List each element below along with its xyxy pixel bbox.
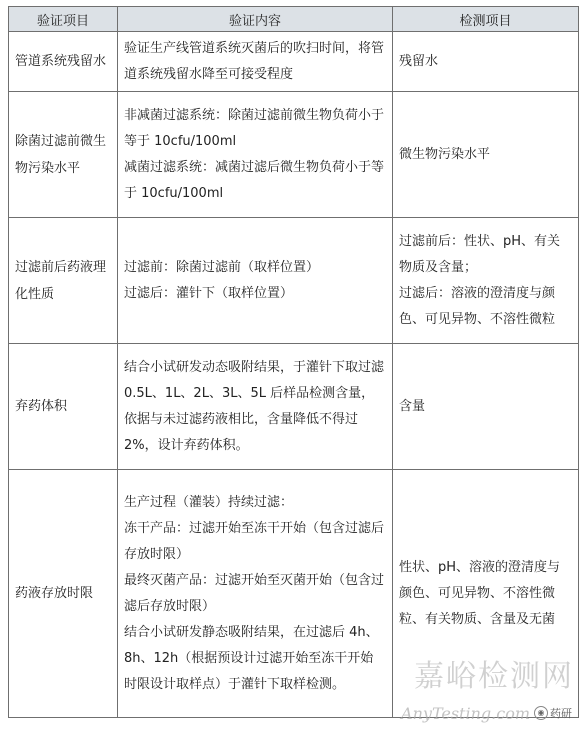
source-badge [534, 705, 572, 721]
header-test: 检测项目 [393, 7, 579, 32]
table-row [9, 32, 579, 92]
row-test [393, 32, 579, 92]
test-line: 过滤前后：性状、pH、有关物质及含量； [399, 233, 561, 275]
content-line: 非减菌过滤系统：除菌过滤前微生物负荷小于等于 10cfu/100ml [124, 107, 385, 149]
content-line: 过滤后：灌针下（取样位置） [124, 285, 294, 301]
content-line: 减菌过滤系统：减菌过滤后微生物负荷小于等于 10cfu/100ml [124, 159, 385, 201]
header-row [9, 7, 579, 32]
row-item: 除菌过滤前微生物污染水平 [9, 92, 118, 218]
content-line: 冻干产品：过滤开始至冻干开始（包含过滤后存放时限） [124, 520, 385, 562]
watermark-en: AnyTesting.com [401, 704, 530, 723]
row-item: 药液存放时限 [9, 470, 118, 718]
content-line: 验证生产线管道系统灭菌后的吹扫时间，将管道系统残留水降至可接受程度 [124, 40, 385, 82]
row-content [118, 92, 393, 218]
table-row [9, 344, 579, 470]
row-content [118, 32, 393, 92]
test-line: 微生物污染水平 [399, 146, 491, 162]
content-line: 结合小试研发动态吸附结果，于灌针下取过滤 0.5L、1L、2L、3L、5L 后样品检测含量，依据与未过滤药液相比，含量降低不得过 2%，设计弃药体积。 [124, 359, 385, 453]
header-item: 验证项目 [9, 7, 118, 32]
content-line: 结合小试研发静态吸附结果，在过滤后 4h、8h、12h（根据预设计过滤开始至冻干开始时限设计取样点）于灌针下取样检测。 [124, 624, 379, 692]
test-line: 性状、pH、溶液的澄清度与颜色、可见异物、不溶性微粒、有关物质、含量及无菌 [399, 559, 561, 627]
row-test [393, 92, 579, 218]
row-content [118, 470, 393, 718]
table-row [9, 92, 579, 218]
badge-label: 药研 [550, 707, 572, 720]
header-content: 验证内容 [118, 7, 393, 32]
test-line: 残留水 [399, 53, 439, 69]
row-item: 弃药体积 [9, 344, 118, 470]
content-line: 最终灭菌产品：过滤开始至灭菌开始（包含过滤后存放时限） [124, 572, 385, 614]
test-line: 过滤后：溶液的澄清度与颜色、可见异物、不溶性微粒 [399, 285, 556, 327]
row-test [393, 344, 579, 470]
watermark-cn: 嘉峪检测网 [414, 659, 574, 694]
row-test [393, 218, 579, 344]
row-content [118, 218, 393, 344]
validation-table [8, 6, 579, 718]
row-item: 管道系统残留水 [9, 32, 118, 92]
content-line: 过滤前：除菌过滤前（取样位置） [124, 259, 320, 275]
test-line: 含量 [399, 398, 426, 414]
table-row [9, 218, 579, 344]
row-content [118, 344, 393, 470]
wechat-icon: ◉ [534, 706, 548, 720]
row-item: 过滤前后药液理化性质 [9, 218, 118, 344]
content-line: 生产过程（灌装）持续过滤： [124, 494, 294, 510]
